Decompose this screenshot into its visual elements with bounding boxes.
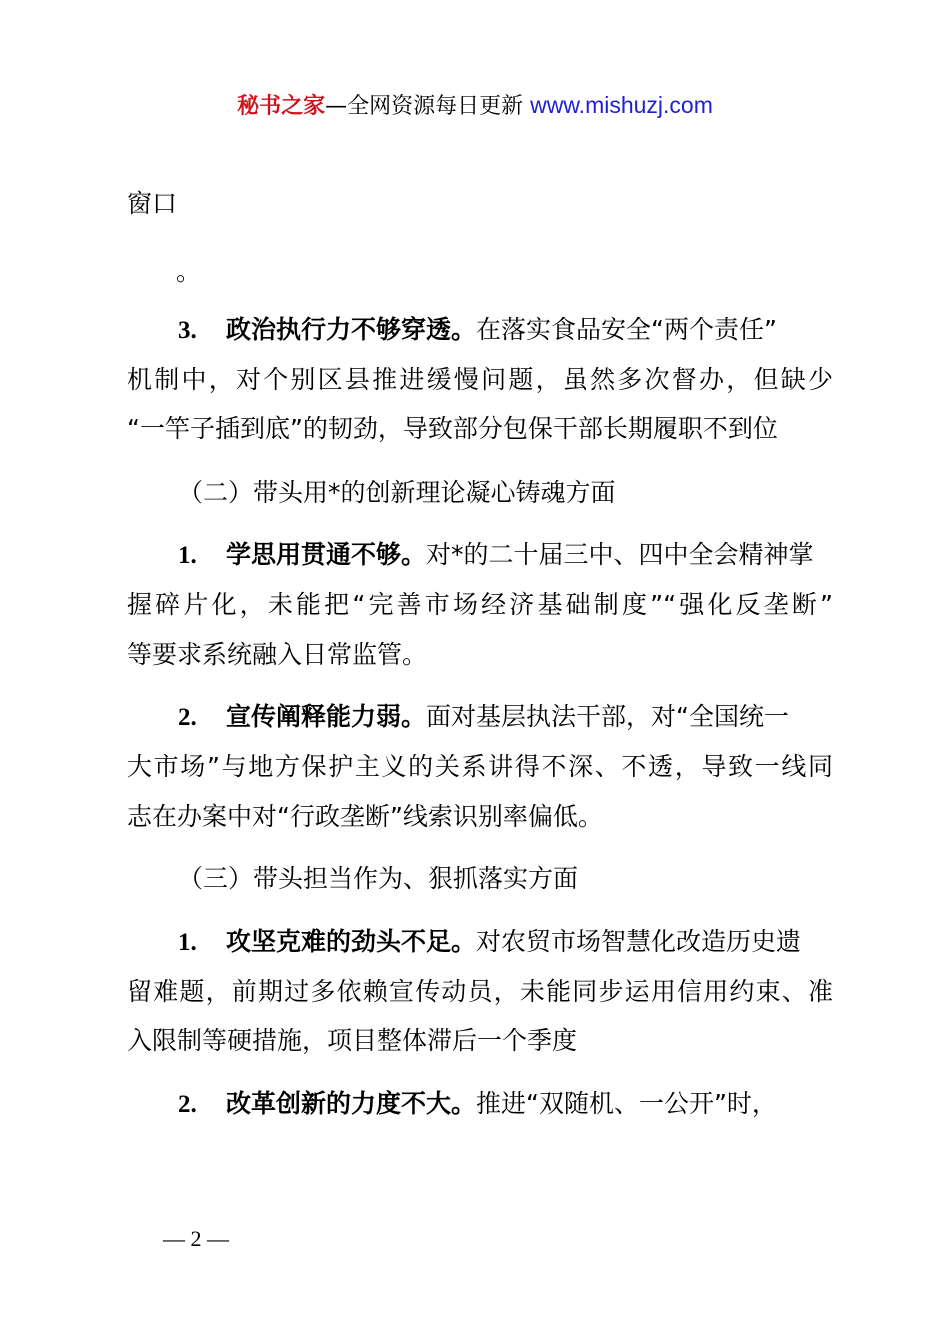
numbered-paragraph: [178, 924, 801, 961]
item-text: 在落实食品安全“两个责任”: [476, 315, 777, 344]
item-number: 2.: [178, 704, 197, 731]
item-text: 面对基层执法干部，对“全国统一: [426, 702, 789, 731]
numbered-paragraph: [178, 537, 814, 574]
header-slogan: —全网资源每日更新: [325, 94, 531, 119]
item-text: 对*的二十届三中、四中全会精神掌: [426, 540, 814, 569]
brand-name: 秘书之家: [237, 94, 326, 119]
site-url[interactable]: www.mishuzj.com: [530, 92, 713, 118]
text-line: 握碎片化，未能把“完善市场经济基础制度”“强化反垄断”: [127, 590, 833, 619]
numbered-paragraph: [178, 699, 789, 736]
item-heading: 宣传阐释能力弱。: [226, 702, 427, 731]
text-line: 入限制等硬措施，项目整体滞后一个季度: [127, 1026, 578, 1055]
item-heading: 政治执行力不够穿透。: [226, 315, 477, 344]
item-number: 1.: [178, 929, 197, 956]
text-line: 机制中，对个别区县推进缓慢问题，虽然多次督办，但缺少: [127, 365, 833, 394]
item-number: 2.: [178, 1091, 197, 1118]
text-line: 。: [176, 257, 202, 286]
text-line: 等要求系统融入日常监管。: [127, 640, 428, 669]
item-heading: 攻坚克难的劲头不足。: [226, 927, 477, 956]
text-line: 窗口: [127, 189, 178, 218]
item-heading: 改革创新的力度不大。: [226, 1089, 477, 1118]
section-heading: （三）带头担当作为、狠抓落实方面: [178, 864, 579, 893]
section-heading: （二）带头用*的创新理论凝心铸魂方面: [178, 478, 616, 507]
item-number: 1.: [178, 542, 197, 569]
item-text: 推进“双随机、一公开”时，: [476, 1089, 777, 1118]
text-line: 大市场”与地方保护主义的关系讲得不深、不透，导致一线同: [127, 752, 833, 781]
item-number: 3.: [178, 317, 197, 344]
text-line: 留难题，前期过多依赖宣传动员，未能同步运用信用约束、准: [127, 977, 833, 1006]
site-header: [0, 88, 950, 124]
item-heading: 学思用贯通不够。: [226, 540, 427, 569]
numbered-paragraph: [178, 1086, 777, 1123]
text-line: “一竿子插到底”的韧劲，导致部分包保干部长期履职不到位: [127, 414, 778, 443]
page-number: — 2 —: [163, 1226, 229, 1251]
numbered-paragraph: [178, 312, 777, 349]
item-text: 对农贸市场智慧化改造历史遗: [476, 927, 802, 956]
text-line: 志在办案中对“行政垄断”线索识别率偏低。: [127, 802, 603, 831]
